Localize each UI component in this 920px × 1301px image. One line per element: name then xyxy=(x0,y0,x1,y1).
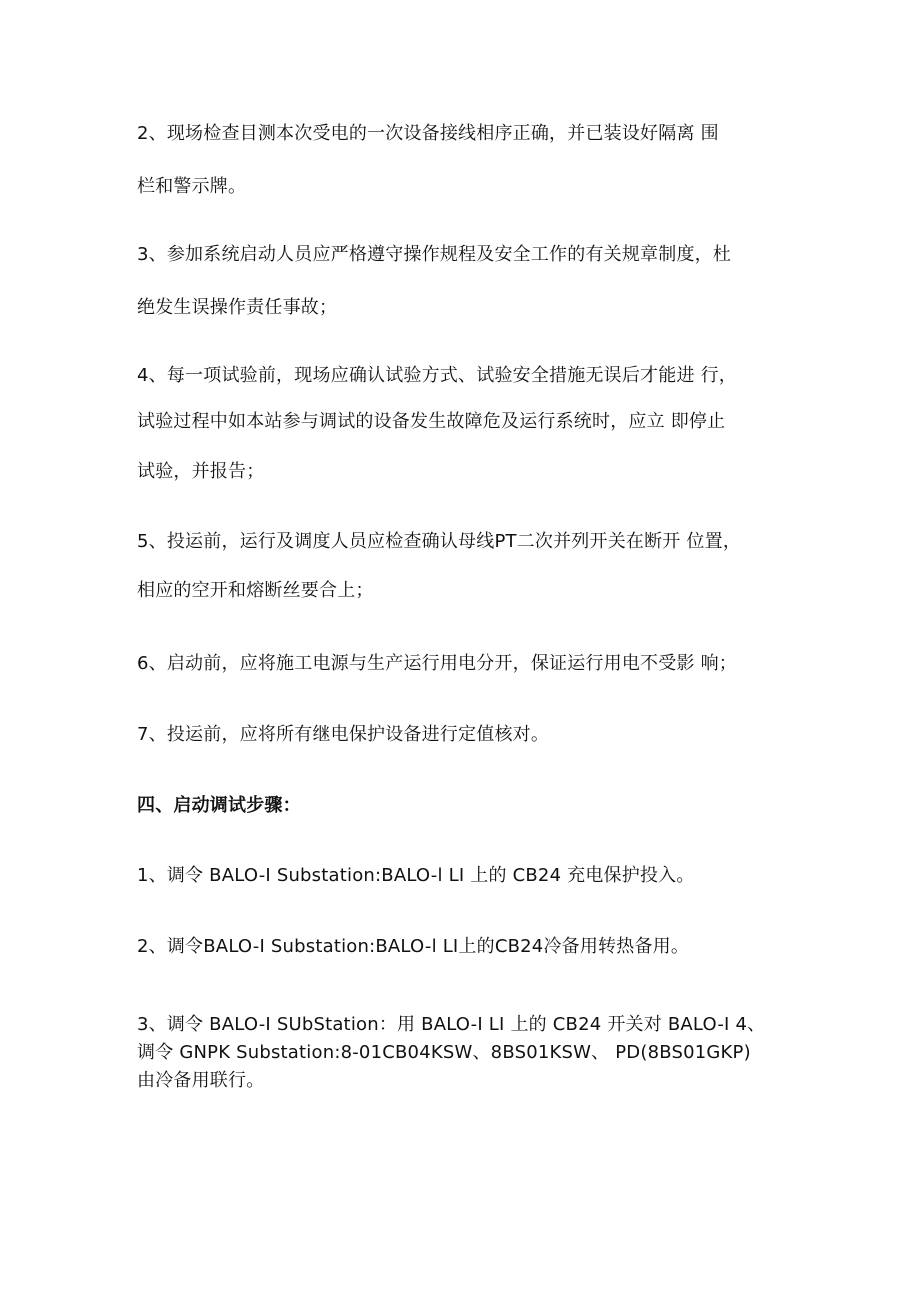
item-4-line-1: 4、每一项试验前，现场应确认试验方式、试验安全措施无误后才能进 行， xyxy=(137,365,737,386)
item-4-line-2: 试验过程中如本站参与调试的设备发生故障危及运行系统时，应立 即停止 xyxy=(137,411,726,432)
item-2-line-2: 栏和警示牌。 xyxy=(137,176,247,197)
item-6-line-1: 6、启动前，应将施工电源与生产运行用电分开，保证运行用电不受影 响； xyxy=(137,653,737,674)
item-7-line-1: 7、投运前，应将所有继电保护设备进行定值核对。 xyxy=(137,724,550,745)
item-3-line-1: 3、参加系统启动人员应严格遵守操作规程及安全工作的有关规章制度，杜 xyxy=(137,244,732,265)
step-3-line-3: 由冷备用联行。 xyxy=(137,1070,265,1091)
item-5-line-2: 相应的空开和熔断丝要合上； xyxy=(137,580,374,601)
item-4-line-3: 试验，并报告； xyxy=(137,461,265,482)
step-3-line-2: 调令 GNPK Substation:8-01CB04KSW、8BS01KSW、 PD(8BS01GKP) xyxy=(137,1042,751,1063)
item-3-line-2: 绝发生误操作责任事故； xyxy=(137,297,338,318)
section-heading: 四、启动调试步骤： xyxy=(137,795,301,816)
item-5-line-1: 5、投运前，运行及调度人员应检查确认母线PT二次并列开关在断开 位置， xyxy=(137,531,742,552)
step-2-line-1: 2、调令BALO-I Substation:BALO-l LI上的CB24冷备用转热备用。 xyxy=(137,936,690,957)
step-3-line-1: 3、调令 BALO-I SUbStation：用 BALO-I LI 上的 CB24 开关对 BALO-I 4、 xyxy=(137,1014,766,1035)
step-1-line-1: 1、调令 BALO-I Substation:BALO-l LI 上的 CB24 充电保护投入。 xyxy=(137,865,695,886)
item-2-line-1: 2、现场检查目测本次受电的一次设备接线相序正确，并已装设好隔离 围 xyxy=(137,123,719,144)
